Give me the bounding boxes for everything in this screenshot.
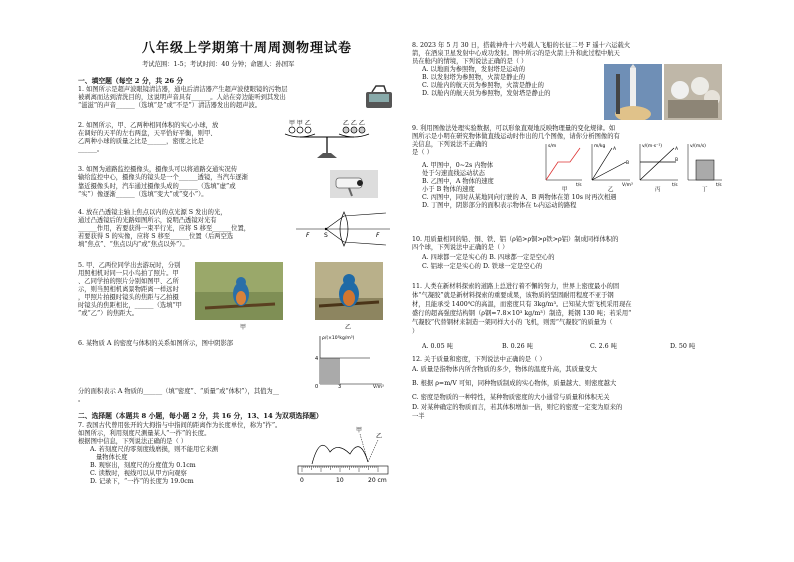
q8-option: C. 以舱内的航天员为参照物，火箭是静止的 — [422, 82, 544, 89]
motion-graphs — [540, 140, 724, 192]
q1-line: 1. 如图所示是超声波眼镜清洁器，通电后清洁器产生超声波使眼镜的污物层 — [78, 86, 288, 93]
graph-x-label: V/m³ — [373, 385, 384, 388]
q8-line: 员在舱内的情境，下列说法正确的是（ ） — [412, 58, 528, 65]
q12-option: B. 根据 ρ=m/V 可知，同种物质制成的实心物体，质量越大、则密度越大 — [412, 380, 617, 387]
q12-line: 12. 关于质量和密度，下列说法中正确的是（ ） — [412, 356, 546, 363]
q4-line: ______作用，若要获得一束平行光，应将 S 移至______位置， — [78, 225, 251, 232]
exam-info: 考试范围：1-5；考试时间：40 分钟；命题人：孙国军 — [142, 61, 295, 68]
rocket-launch-photo — [604, 64, 662, 120]
graph-y-label: ρ/(×10³kg/m³) — [322, 336, 355, 341]
ultrasonic-cleaner-image — [364, 84, 394, 112]
svg-text:B: B — [675, 158, 679, 163]
q9-line: 图所示是小明在研究物体做直线运动时作出的几个图像，请你分析图像的有 — [412, 133, 620, 140]
svg-text:A: A — [675, 147, 679, 152]
density-volume-graph — [310, 332, 390, 388]
section-fill-blank: 一、填空题（每空 2 分，共 26 分 — [78, 77, 184, 85]
q10-line: 10. 用质量相同的铅、铜、铁、铝（ρ铅>ρ铜>ρ铁>ρ铝）制成同样体积的 — [412, 236, 619, 243]
source-label: S — [324, 232, 328, 239]
right-pan-label: 乙 乙 乙 — [343, 120, 365, 127]
q8-option: A. 以地面为参照物，发射塔是运动的 — [422, 66, 526, 73]
photo-caption-yi: 乙 — [345, 324, 352, 331]
q3-line: 输给监控中心，摄像头的镜头是一个______透镜，当汽车逐渐 — [78, 174, 249, 181]
q7-line: 如图所示，利用刻度尺测量某人“一拃”的长度。 — [78, 430, 211, 437]
q11-line: 盛行的超高强度结构钢（ρ钢=7.8×10³ kg/m³）制造，耗钢 130 吨；若采用“ — [412, 310, 632, 317]
q2-line: 2. 如图所示，甲、乙两种相同体积的实心小球，放 — [78, 122, 219, 129]
q10-options: A. 四球都一定是实心的 B. 四球都一定是空心的 — [422, 254, 555, 261]
q4-line: 若要获得 S 的实像，应将 S 移至______位置（后两空选 — [78, 233, 234, 240]
graph-origin: 0 — [315, 384, 319, 388]
q5-line: 用照相机对同一只小鸟拍了照片。甲 — [78, 270, 179, 277]
q11-option-b: B. 0.26 吨 — [502, 343, 533, 350]
graph-caption-ding: 丁 — [702, 187, 708, 192]
ruler-mark-20: 20 cm — [368, 477, 387, 484]
graph-caption-yi: 乙 — [608, 187, 614, 192]
section-multiple-choice: 二、选择题（本题共 8 小题，每小题 2 分，共 16 分，13、14 为双项选择题） — [78, 412, 323, 420]
svg-text:A: A — [613, 147, 617, 152]
q11-option-a: A. 0.05 吨 — [422, 343, 453, 350]
svg-text:t/s: t/s — [672, 183, 678, 188]
q7-option: A. 若刻度尺的零刻度线磨损，则不能用它来测 — [90, 446, 219, 453]
q2-line: 在调好的天平的左右两盘，天平恰好平衡，则甲、 — [78, 130, 217, 137]
q9-line: 关信息，下列说法不正确的 — [412, 141, 488, 148]
q12-option: D. 对某种确定的物质而言，若其体积增加一倍，则它的密度一定变为原来的 — [412, 404, 623, 411]
q11-line: 11. 人类在新材料探索的道路上总进行着不懈的努力，世界上密度最小的固 — [412, 283, 620, 290]
q5-line: 时镜头的焦距相比，______（选填“甲 — [78, 302, 182, 309]
q6-line: 。 — [78, 396, 85, 403]
q12-option: 一半 — [412, 413, 425, 420]
q2-line: 乙两种小球的质量之比是______，密度之比是 — [78, 138, 204, 145]
q5-line: 、乙同学拍的照片分别如图甲、乙所 — [78, 278, 179, 285]
q8-line: 箭，在酒泉卫星发射中心成功发射。图中所示的是火箭上升和此过程中航天 — [412, 50, 620, 57]
q9-line: 9. 利用图像法处理实验数据，可以形象直观地反映物理量的变化规律。如 — [412, 125, 616, 132]
svg-text:t/s: t/s — [576, 183, 582, 188]
svg-text:m/kg: m/kg — [594, 144, 606, 149]
svg-text:V/m³: V/m³ — [622, 183, 633, 188]
q7-option: 量物体长度 — [96, 454, 128, 461]
q5-line: 5. 甲、乙两位同学出去游玩时，分别 — [78, 262, 181, 269]
ruler-mark-0: 0 — [300, 477, 304, 484]
q6-line: 6. 某物质 A 的密度与体积的关系如图所示，图中阴影部 — [78, 340, 234, 347]
q9-option: D. 丁图中，阴影部分的面积表示物体在 t₀内运动的路程 — [422, 202, 577, 209]
view-yi-label: 乙 — [376, 433, 383, 440]
astronaut-cabin-photo — [664, 64, 722, 120]
q11-line: 体“气凝胶”就是新材料探索的重要成果，该物质的坚固耐用程度不亚于钢 — [412, 292, 614, 299]
q11-line: 材，且能承受 1400℃的高温，而密度只有 3kg/m³。已知某大型飞机采用现在 — [412, 301, 632, 308]
q8-option: B. 以发射塔为参照物，火箭是静止的 — [422, 74, 526, 81]
q3-line: “实”）像逐渐______（选填“变大”或“变小”）。 — [78, 191, 208, 198]
q1-line: “滋滋”的声音______（选填“是”或“不是”）清洁器发出的超声波。 — [78, 102, 262, 109]
svg-text:v/(m·s⁻¹): v/(m·s⁻¹) — [642, 144, 663, 149]
exam-title: 八年级上学期第十周周测物理试卷 — [142, 41, 353, 56]
q11-line: 气凝胶”代替钢材来制造一架同样大小的 飞机，则需“气凝胶”的质量为（ — [412, 319, 613, 326]
q9-line: 是（ ） — [412, 149, 433, 156]
graph-ding — [688, 143, 722, 192]
q3-line: 3. 如图为道路监控摄像头，摄像头可以将道路交通实况传 — [78, 166, 238, 173]
svg-text:t/s: t/s — [716, 183, 722, 188]
graph-x-tick: 3 — [338, 384, 342, 388]
balance-diagram — [273, 116, 385, 162]
q7-line: 7. 我国古代曾用张开的大拇指与中指间的距离作为长度单位，称为“拃”。 — [78, 422, 282, 429]
svg-text:s/m: s/m — [548, 144, 557, 149]
graph-jia — [546, 143, 582, 192]
graph-yi — [592, 143, 633, 192]
ruler-hand-diagram — [290, 424, 394, 488]
ruler-mark-10: 10 — [336, 477, 344, 484]
q5-line: ”或“乙”）的焦距大。 — [78, 310, 139, 317]
q10-options: C. 铝球一定是实心的 D. 铁球一定是空心的 — [422, 263, 543, 270]
q6-line: 分的面积表示 A 物质的______（填“密度”、“质量”或“体积”），其值为__ — [78, 388, 280, 395]
left-pan-label: 甲 甲 乙 — [289, 120, 311, 127]
graph-caption-jia: 甲 — [562, 187, 568, 192]
q10-line: 四个球，下列说法中正确的是（ ） — [412, 244, 509, 251]
photo-caption-jia: 甲 — [240, 324, 247, 331]
q4-line: 填“焦点”、“焦点以内”或“焦点以外”）。 — [78, 241, 189, 248]
view-jia-label: 甲 — [356, 427, 363, 434]
bird-photo-a — [195, 262, 283, 320]
q9-option: 小于 B 物体的速度 — [422, 186, 475, 193]
q5-line: ，甲照片拍摄时镜头的焦距与乙拍摄 — [78, 294, 179, 301]
q9-option: B. 乙图中，A 物体的速度 — [422, 178, 494, 185]
q12-option: A. 质量是指物体内所含物质的多少，物体的温度升高，其质量变大 — [412, 366, 597, 373]
q4-line: 4. 放在凸透镜主轴上焦点以内的点光源 S 发出的光， — [78, 209, 227, 216]
q2-line: ______。 — [78, 146, 104, 153]
q7-option: C. 读数时，视线可以从甲方向观察 — [90, 470, 187, 477]
q11-line: ） — [412, 328, 419, 335]
q7-line: 根据图中信息，下列说法正确的是（ ） — [78, 438, 188, 445]
convex-lens-diagram — [296, 210, 390, 248]
q9-option: A. 甲图中，0~2s 内物体 — [422, 162, 494, 169]
q9-option: 处于匀速直线运动状态 — [422, 170, 485, 177]
svg-text:B: B — [626, 161, 630, 166]
bird-photo-b — [315, 262, 383, 320]
svg-text:v/(m/s): v/(m/s) — [690, 144, 706, 149]
focus-right-label: F — [376, 232, 380, 239]
q9-option: C. 丙图中，同时从某地同向行驶的 A、B 两物体在第 10s 时再次相遇 — [422, 194, 617, 201]
graph-bing — [640, 143, 679, 192]
q11-option-d: D. 50 吨 — [670, 343, 696, 350]
q12-option: C. 密度是物质的一种特性，某种物质密度的大小通常与质量和体积无关 — [412, 394, 610, 401]
q8-line: 8. 2023 年 5 月 30 日，搭载神舟十六号载人飞船的长征二号 F 遥十六运载火 — [412, 42, 631, 49]
surveillance-camera-image — [330, 170, 378, 198]
focus-left-label: F — [306, 232, 310, 239]
q5-line: 示，则当照相机离景物距离一样远时 — [78, 286, 179, 293]
q7-option: D. 记录下，“一拃”的长度为 19.0cm — [90, 478, 194, 485]
q11-option-c: C. 2.6 吨 — [590, 343, 617, 350]
q1-line: 被剥离而达到清洗目的，这说明声音具有______。人站在旁边能听到其发出 — [78, 94, 286, 101]
graph-caption-bing: 丙 — [655, 187, 661, 192]
graph-y-tick: 4 — [315, 356, 319, 362]
q8-option: D. 以舱内的航天员为参照物，发射塔是静止的 — [422, 90, 551, 97]
q7-option: B. 观察出，刻度尺的分度值为 0.1cm — [90, 462, 196, 469]
q4-line: 通过凸透镜后的光路如图所示，说明凸透镜对光有 — [78, 217, 217, 224]
q3-line: 靠近摄像头时，汽车通过摄像头成的______（选填“虚”或 — [78, 183, 236, 190]
